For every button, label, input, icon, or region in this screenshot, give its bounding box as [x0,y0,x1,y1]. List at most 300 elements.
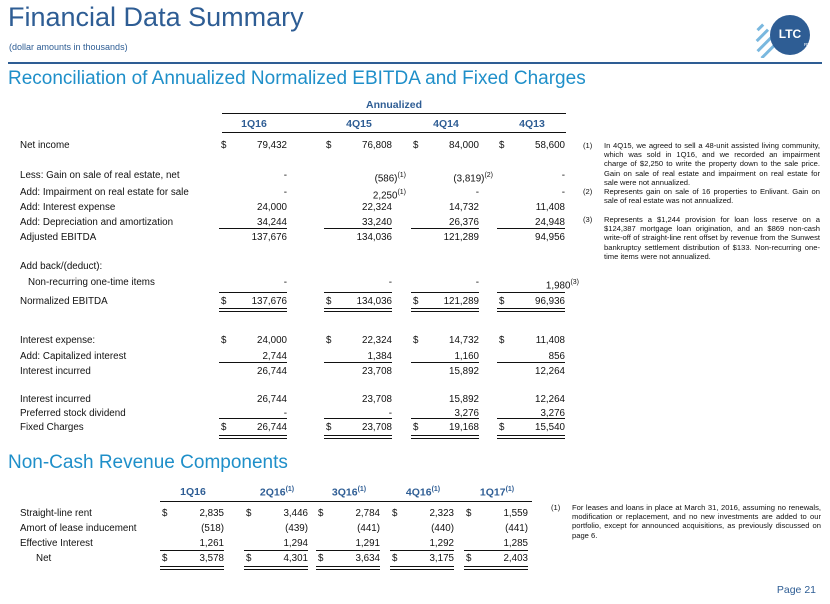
table-cell [413,366,479,378]
cell-value [535,394,565,406]
subtotal-rule [324,228,392,229]
cell-number: 24,000 [257,335,287,346]
total-rule [464,566,528,570]
cell-number: 2,323 [429,508,454,519]
column-header: 4Q13 [519,118,545,130]
cell-number: 15,892 [449,366,479,377]
table-cell [162,523,224,535]
column-header [462,486,532,499]
cell-value [536,335,565,347]
subtotal-rule [497,292,565,293]
cell-value [257,202,287,214]
table-cell [413,187,479,199]
cell-value [257,366,287,378]
subtotal-rule [324,292,392,293]
cell-number: 76,808 [362,140,392,151]
row-label: Interest expense: [20,335,96,346]
cell-value [201,523,224,535]
column-header-label: 2Q16 [259,486,286,499]
column-header: 1Q16 [241,118,267,130]
table-cell [392,523,454,535]
currency-symbol: $ [221,422,227,433]
footnote-number: (1) [583,141,593,150]
footnote [583,215,820,261]
cell-number: 11,408 [535,335,565,346]
cell-value [453,170,493,185]
cell-value [362,366,392,378]
cell-value [257,394,287,406]
cell-value [362,394,392,406]
table-cell [246,523,308,535]
footnote [583,187,820,205]
cell-number: - [283,277,287,288]
currency-symbol: $ [246,553,252,564]
footnote-marker: (1) [285,486,295,493]
currency-symbol: $ [221,296,227,307]
cell-number: 1,980 [545,280,571,292]
cell-number: 121,289 [443,232,479,243]
currency-symbol: $ [326,422,332,433]
subtotal-rule [160,550,224,551]
total-rule [411,435,479,439]
cell-value [449,394,479,406]
cell-number: (440) [431,523,454,534]
table-cell [221,335,287,347]
column-header: 4Q14 [433,118,459,130]
total-rule [160,566,224,570]
footnote-text: For leases and loans in place at March 31, 2016, assuming no renewals, modification or replacement, and no new investments are added to our portfolio, except for announced acquisitions, as previously discussed on page 6. [572,503,821,540]
table-cell [413,335,479,347]
currency-symbol: $ [162,553,168,564]
cell-value [362,140,392,152]
table-cell [326,140,392,152]
table-cell [499,232,565,244]
cell-value [283,508,308,520]
header-rule [8,62,822,64]
footnote [551,503,821,540]
cell-value [389,277,392,289]
table-cell [466,523,528,535]
page-number: Page 21 [776,584,816,596]
table-cell [326,366,392,378]
table-cell [499,187,565,199]
currency-symbol: $ [413,335,419,346]
cell-number: 84,000 [449,140,479,151]
footnote-number: (2) [583,187,593,196]
cell-number: 856 [548,351,565,362]
table-cell [326,277,392,289]
cell-number: 94,956 [535,232,565,243]
cell-number: 12,264 [535,366,565,377]
currency-symbol: $ [499,140,505,151]
cell-value [375,170,406,185]
cell-number: 1,292 [429,538,454,549]
footnote-marker: (1) [505,486,515,493]
subtotal-rule [219,418,287,419]
cell-number: 24,000 [257,202,287,213]
cell-value [503,553,528,565]
cell-number: 26,744 [257,366,287,377]
currency-symbol: $ [466,553,472,564]
cell-number: 3,276 [540,408,565,419]
cell-value [562,187,565,199]
cell-value [429,553,454,565]
table-cell [162,508,224,520]
subtotal-rule [219,228,287,229]
table-cell [466,538,528,550]
column-header-label: 3Q16 [331,486,358,499]
cell-number: 33,240 [362,217,392,228]
table-cell [326,335,392,347]
cell-number: 1,160 [454,351,479,362]
cell-number: 1,285 [503,538,528,549]
cell-number: (441) [505,523,528,534]
table-cell [221,170,287,182]
cell-number: 1,294 [283,538,308,549]
table-cell [413,232,479,244]
cell-number: 58,600 [535,140,565,151]
cell-number: 2,403 [503,553,528,564]
cell-value [257,335,287,347]
cell-value [199,553,224,565]
cell-value [535,232,565,244]
cell-number: 134,036 [356,296,392,307]
logo-subtext: REIT [804,42,814,47]
total-rule [497,308,565,312]
table-cell [413,277,479,289]
cell-number: 2,835 [199,508,224,519]
cell-number: 1,559 [503,508,528,519]
table-cell [413,202,479,214]
table-cell [392,538,454,550]
table-cell [499,202,565,214]
subtotal-rule [497,228,565,229]
table-cell [221,394,287,406]
cell-number: (439) [285,523,308,534]
total-rule [411,308,479,312]
currency-symbol: $ [318,508,324,519]
table-cell [499,366,565,378]
cell-value [505,523,528,535]
currency-symbol: $ [326,296,332,307]
column-header-label: 1Q17 [479,486,506,499]
currency-symbol: $ [392,508,398,519]
cell-number: 14,732 [449,335,479,346]
table-cell [466,553,528,565]
cell-number: 4,301 [283,553,308,564]
footnote [583,141,820,187]
cell-value [536,202,565,214]
subtotal-rule [497,362,565,363]
table-cell [318,538,380,550]
subtotal-rule [244,550,308,551]
table-cell [499,335,565,347]
cell-number: 134,036 [356,232,392,243]
footnote-marker: (2) [484,172,493,179]
total-rule [316,566,380,570]
cell-number: 1,291 [355,538,380,549]
cell-number: 26,744 [257,422,287,433]
currency-symbol: $ [499,296,505,307]
table-cell [499,296,565,308]
cell-value [444,232,479,244]
cell-number: - [561,187,565,198]
noncash-section-title: Non-Cash Revenue Components [8,452,288,473]
table-cell [326,232,392,244]
cell-value [284,187,287,199]
cell-value [257,140,287,152]
subtotal-rule [390,550,454,551]
cell-value [357,232,392,244]
currency-symbol: $ [413,140,419,151]
cell-value [199,508,224,520]
table-cell [246,508,308,520]
footnote-marker: (3) [570,279,579,286]
table-cell [221,140,287,152]
total-rule [219,308,287,312]
cell-number: - [283,170,287,181]
subtotal-rule [219,292,287,293]
page-title: Financial Data Summary [8,2,304,32]
table-cell [246,553,308,565]
subtotal-rule [324,418,392,419]
table-cell [221,366,287,378]
cell-number: 2,250 [372,190,398,202]
cell-number: - [283,408,287,419]
column-header [388,486,458,499]
cell-value [362,202,392,214]
table-cell [221,296,287,308]
currency-symbol: $ [162,508,168,519]
table-cell [499,422,565,434]
cell-number: (441) [357,523,380,534]
row-label: Net income [20,140,70,151]
row-label: Add: Capitalized interest [20,351,127,362]
cell-value [535,140,565,152]
page-subtitle: (dollar amounts in thousands) [9,42,128,52]
cell-value [252,232,287,244]
footnote-number: (1) [551,503,561,512]
currency-symbol: $ [221,140,227,151]
cell-value [429,508,454,520]
cell-value [373,187,406,202]
row-label: Fixed Charges [20,422,84,433]
cell-value [449,335,479,347]
column-header-rule [222,132,566,133]
table-cell [499,140,565,152]
cell-number: - [475,187,479,198]
annualized-rule [222,113,566,114]
table-cell [413,394,479,406]
row-label: Net [36,553,52,564]
table-cell [162,553,224,565]
cell-number: 24,948 [535,217,565,228]
table-cell [326,202,392,214]
cell-value [257,422,287,434]
footnote-text: Represents a $1,244 provision for loan loss reserve on a $124,387 mortgage loan origination, and an $869 non-cash write-off of straight-line rent offset by revenue from the Sunwest bankruptcy settlement distribution of $133. Non-recurring one-time items were not annualized. [604,215,820,261]
row-label: Straight-line rent [20,508,92,519]
cell-number: 22,324 [362,202,392,213]
cell-value [449,202,479,214]
cell-number: - [561,170,565,181]
cell-value [362,335,392,347]
column-header [314,486,384,499]
cell-number: 11,408 [535,202,565,213]
table-cell [221,232,287,244]
subtotal-rule [464,550,528,551]
cell-value [431,523,454,535]
cell-number: 15,892 [449,394,479,405]
cell-number: 23,708 [362,366,392,377]
currency-symbol: $ [318,553,324,564]
cell-value [283,553,308,565]
cell-value [562,170,565,182]
cell-value [476,187,479,199]
cell-value [535,366,565,378]
cell-number: 1,384 [367,351,392,362]
row-label: Add: Depreciation and amortization [20,217,174,228]
cell-value [357,296,392,308]
total-rule [219,435,287,439]
cell-value [476,277,479,289]
footnote-number: (3) [583,215,593,224]
table-cell [326,296,392,308]
cell-number: - [388,277,392,288]
row-label: Amort of lease inducement [20,523,137,534]
cell-number: (586) [374,173,398,185]
subtotal-rule [411,292,479,293]
row-label: Interest incurred [20,366,91,377]
cell-number: (3,819) [453,173,485,185]
cell-number: 34,244 [257,217,287,228]
footnote-text: Represents gain on sale of 16 properties to Enlivant. Gain on sale of real estate was not annualized. [604,187,820,206]
currency-symbol: $ [466,508,472,519]
cell-value [285,523,308,535]
table-cell [326,187,406,202]
currency-symbol: $ [413,296,419,307]
cell-number: 19,168 [449,422,479,433]
footnote-marker: (1) [397,172,406,179]
subtotal-rule [219,362,287,363]
table-cell [318,553,380,565]
cell-value [284,170,287,182]
currency-symbol: $ [499,422,505,433]
cell-number: 22,324 [362,335,392,346]
table-cell [318,523,380,535]
table-cell [392,508,454,520]
table-cell [246,538,308,550]
subtotal-rule [411,418,479,419]
cell-number: 2,784 [355,508,380,519]
subtotal-rule [411,228,479,229]
table-cell [221,202,287,214]
cell-number: 3,175 [429,553,454,564]
cell-number: 137,676 [251,296,287,307]
cell-value [283,538,308,550]
cell-number: - [388,408,392,419]
cell-number: 3,276 [454,408,479,419]
table-cell [162,538,224,550]
footnote-marker: (1) [357,486,367,493]
total-rule [324,435,392,439]
currency-symbol: $ [413,422,419,433]
total-rule [390,566,454,570]
cell-value [444,296,479,308]
column-header-rule [160,501,532,502]
cell-number: 121,289 [443,296,479,307]
cell-value [503,508,528,520]
cell-value [355,508,380,520]
cell-value [503,538,528,550]
total-rule [497,435,565,439]
logo-text: LTC [778,27,802,41]
table-cell [466,508,528,520]
cell-value [199,538,224,550]
currency-symbol: $ [326,140,332,151]
cell-value [449,366,479,378]
table-cell [499,170,565,182]
table-cell [221,422,287,434]
table-cell [413,170,493,185]
currency-symbol: $ [392,553,398,564]
subtotal-rule [316,550,380,551]
cell-number: 3,634 [355,553,380,564]
cell-value [284,277,287,289]
column-header [158,486,228,498]
footnote-marker: (1) [431,486,441,493]
table-cell [413,296,479,308]
cell-number: 14,732 [449,202,479,213]
cell-number: 23,708 [362,394,392,405]
cell-value [357,523,380,535]
cell-number: 79,432 [257,140,287,151]
cell-value [535,422,565,434]
cell-number: 3,446 [283,508,308,519]
subtotal-rule [324,362,392,363]
cell-number: 26,744 [257,394,287,405]
cell-number: 26,376 [449,217,479,228]
table-cell [221,187,287,199]
cell-number: 12,264 [535,394,565,405]
subtotal-rule [497,418,565,419]
cell-value [449,422,479,434]
currency-symbol: $ [499,335,505,346]
currency-symbol: $ [221,335,227,346]
column-header-label: 1Q16 [180,486,206,498]
footnote-marker: (1) [397,189,406,196]
table-cell [326,394,392,406]
row-label: Add: Impairment on real estate for sale [20,187,189,198]
cell-value [362,422,392,434]
row-label: Effective Interest [20,538,93,549]
row-label: Less: Gain on sale of real estate, net [20,170,180,181]
total-rule [324,308,392,312]
cell-number: 137,676 [251,232,287,243]
annualized-header: Annualized [365,99,422,111]
cell-value [429,538,454,550]
row-label: Add back/(deduct): [20,261,103,272]
table-cell [326,422,392,434]
table-cell [326,170,406,185]
cell-number: 2,744 [262,351,287,362]
footnote-text: In 4Q15, we agreed to sell a 48-unit assisted living community, which was sold in 1Q16, and we recorded an impairment charge of $2,250 to write the property down to the sale price. Gain on sale of real estate and impairment on real estate for sale were not annualized. [604,141,820,187]
cell-number: 96,936 [535,296,565,307]
total-rule [244,566,308,570]
cell-number: 1,261 [199,538,224,549]
table-cell [413,422,479,434]
row-label: Non-recurring one-time items [28,277,155,288]
row-label: Normalized EBITDA [20,296,108,307]
